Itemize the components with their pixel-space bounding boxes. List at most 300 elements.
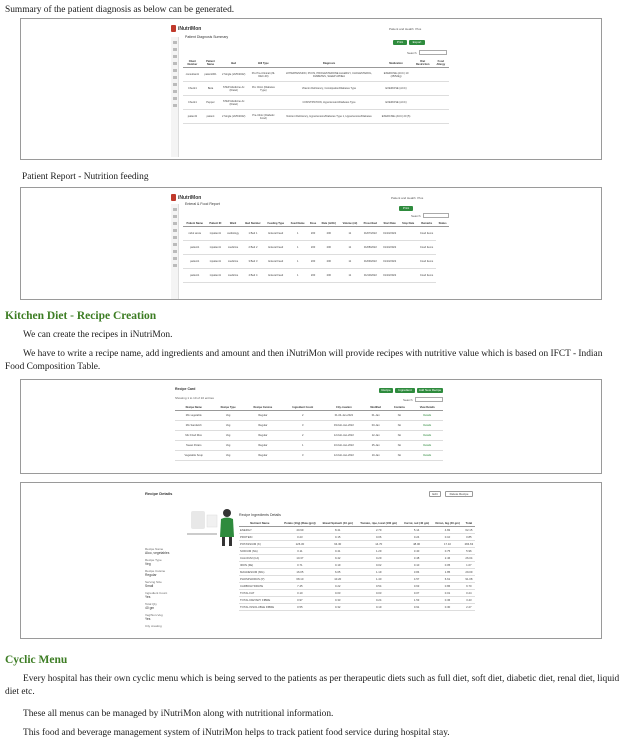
table-cell: 11 [339, 269, 360, 283]
table-cell: 1 [288, 269, 308, 283]
table-cell: 25-Jan [364, 441, 387, 451]
table-cell: EXERCISE (ACC) 20 (5) [379, 110, 412, 124]
table-cell: 200 [318, 241, 339, 255]
table-cell: 10-Jan [364, 451, 387, 461]
table-row [183, 269, 449, 283]
table-cell: TOTAL FAT [239, 590, 281, 597]
table-cell: Veg [212, 451, 243, 461]
field-value: Veg [145, 562, 151, 566]
table-cell: No [387, 441, 411, 451]
table-cell [413, 110, 433, 124]
search-label: Search [411, 214, 421, 218]
table-cell: 01-04-Jan-2022 [324, 411, 364, 421]
table-cell: Pre-Clinic (Diabetic Food) [248, 110, 279, 124]
chef-leg [229, 537, 232, 546]
table-cell: 10.20 [319, 576, 356, 583]
table-cell: No [387, 451, 411, 461]
table-row [239, 534, 475, 541]
cabinet-shape [207, 515, 217, 527]
table-cell: 6.05 [319, 569, 356, 576]
table-cell: 7.45 [281, 583, 319, 590]
table-cell: 3 Bed 3 [242, 255, 264, 269]
recipes-intro-text: We can create the recipes in iNutriMon. [23, 330, 173, 340]
export-button[interactable]: Export [409, 40, 425, 45]
column-header[interactable]: Potato (10g) (Raw (gm)) [281, 520, 319, 527]
table-cell: Pre Pre-Clinical (29-DEC-00) [248, 68, 279, 82]
table-cell[interactable]: Details [411, 451, 443, 461]
table-cell: 4 Bed 4 [242, 269, 264, 283]
table-cell: 0.15 [319, 534, 356, 541]
nutrient-table [239, 520, 475, 611]
table-cell: 16.05 [281, 569, 319, 576]
field-value: 40 gm [145, 606, 155, 610]
table-cell: SODIUM (NA) [239, 548, 281, 555]
recipe-info-panel [145, 547, 225, 631]
table-cell: 01/09/2022 [361, 255, 381, 269]
brand-logo: iNutriMon [171, 25, 201, 32]
table-cell: Food Items [417, 241, 436, 255]
table-cell: 2 [282, 411, 324, 421]
table-cell: EXERCISE (ACC) [379, 96, 412, 110]
column-header[interactable]: Patient Name [183, 221, 206, 227]
table-cell: Veg [212, 421, 243, 431]
field-value: Aloo, vegetables [145, 551, 170, 555]
table-cell [399, 241, 417, 255]
table-cell: rahul arora [183, 227, 206, 241]
table-cell [248, 96, 279, 110]
table-cell: HYPERTENSION, PCOS, PROGESTERONE ALLERGY, CHOLESTEROL, DIABETES, SLEEP APNEA [279, 68, 380, 82]
recipes-description-text: We have to write a recipe name, add ingredients and amount and then iNutriMon will provide recipes with nutritive value which is based on IFCT - Indian Food Composition Table. [5, 349, 603, 372]
table-cell: PROTEIN [239, 534, 281, 541]
table-cell: Mix Sandwich [175, 421, 212, 431]
table-row [183, 68, 449, 82]
chef-leg [222, 537, 225, 546]
table-cell: Pre Clinic (Diabetes Type) [248, 82, 279, 96]
column-header[interactable]: Bread Spinach (10 gm) [319, 520, 356, 527]
table-cell: 48.00 [401, 541, 432, 548]
table-cell: 3.48 [401, 555, 432, 562]
table-cell: 0.10 [281, 590, 319, 597]
table-cell: 200 [308, 269, 319, 283]
table-cell: 8.41 [319, 527, 356, 534]
column-header[interactable]: Onion, big (40 gm) [432, 520, 463, 527]
table-cell: 01/10/2022 [380, 255, 399, 269]
table-cell: 0.23 [281, 534, 319, 541]
table-cell: 1 [288, 255, 308, 269]
table-cell: 5.96 [463, 548, 475, 555]
table-cell: 2 Bed 2 [242, 241, 264, 255]
chef-illustration [187, 503, 243, 547]
recipe-field [145, 558, 225, 566]
table-cell: Food Items [417, 255, 436, 269]
column-header[interactable]: Medication [379, 59, 412, 68]
table-cell: 17.10 [432, 541, 463, 548]
table-cell: 0.55 [281, 604, 319, 611]
table-cell: 126.30 [281, 541, 319, 548]
table-row [175, 451, 443, 461]
table-cell: 2 [282, 431, 324, 441]
column-header[interactable]: Bed [219, 59, 248, 68]
field-value: Yes [145, 617, 151, 621]
column-header[interactable]: Remarks [417, 221, 436, 227]
column-header[interactable]: Diet Restriction [413, 59, 433, 68]
intro-text: Summary of the patient diagnosis as below can be generated. [5, 5, 235, 15]
table-cell: Veg [212, 431, 243, 441]
table-cell: IRON (FE) [239, 562, 281, 569]
table-cell: 0.06 [356, 534, 401, 541]
diagnosis-summary-screenshot [20, 18, 602, 160]
column-header[interactable]: Recipe Type [212, 405, 243, 411]
table-cell: 3.43 [463, 597, 475, 604]
table-cell: 01/08/2022 [361, 241, 381, 255]
table-cell [433, 110, 449, 124]
recipe-field [145, 580, 225, 588]
table-row [239, 569, 475, 576]
table-cell: CONSTIPATION, Hypertension/Diabetes Type [279, 96, 380, 110]
table-cell: Regular [244, 411, 282, 421]
table-cell: 0.03 [319, 590, 356, 597]
table-cell: 2 Single (2/25/2022) [219, 68, 248, 82]
table-cell: Regular [244, 441, 282, 451]
table-cell: ENERGY [239, 527, 281, 534]
table-cell: Food Items [417, 269, 436, 283]
table-cell: 3.40 [401, 548, 432, 555]
menu-management-text: These all menus can be managed by iNutriMon along with nutritional information. [23, 709, 334, 719]
table-cell: 1 [288, 241, 308, 255]
column-header[interactable]: Bill Type [248, 59, 279, 68]
cyclic-menu-description: Every hospital has their own cyclic menu which is being served to the patients as per therapeutic diets such as full diet, soft diet, diabetic diet, renal diet, liquid diet etc. [5, 674, 620, 697]
recipe-field [145, 569, 225, 577]
table-cell: 0.10 [432, 534, 463, 541]
table-cell: 0.19 [356, 604, 401, 611]
table-row [239, 590, 475, 597]
table-cell: medicine [224, 269, 242, 283]
table-cell: 3 [282, 421, 324, 431]
table-cell: 1 [288, 227, 308, 241]
diagnosis-table [183, 59, 449, 124]
table-cell: Nutrient Deficiency, Hypertension/Diabetes Type 1, Hypertension/Diabetes [279, 110, 380, 124]
print-button[interactable]: Print [393, 40, 407, 45]
table-cell: STEP-Medicine Ac (Dietel) [219, 96, 248, 110]
column-header[interactable]: Total [463, 520, 475, 527]
table-cell: 0.91 [401, 604, 432, 611]
table-cell [399, 227, 417, 241]
table-row [175, 441, 443, 451]
sidebar [171, 204, 179, 300]
table-cell: 0.02 [356, 562, 401, 569]
table-row [239, 604, 475, 611]
table-cell: CARBOHYDRATE [239, 583, 281, 590]
column-header[interactable]: Feed Name [288, 221, 308, 227]
table-cell: 3 [282, 451, 324, 461]
report-label: Patient Report - Nutrition feeding [22, 172, 149, 182]
table-cell: 1.19 [356, 569, 401, 576]
column-header[interactable]: Ward [224, 221, 242, 227]
column-header[interactable]: Start Date [380, 221, 399, 227]
table-row [183, 227, 449, 241]
table-row [239, 527, 475, 534]
table-cell: 40.99 [281, 527, 319, 534]
column-header[interactable]: Carrot, red (40 gm) [401, 520, 432, 527]
table-cell [413, 82, 433, 96]
delete-recipe-button[interactable]: Delete Recipe [445, 491, 473, 497]
table-cell: Pepper [202, 96, 219, 110]
table-cell: 62.15 [463, 527, 475, 534]
recipe-details-app [141, 487, 481, 639]
table-cell: Enteral Feed [264, 241, 288, 255]
table-cell: 26.04 [463, 555, 475, 562]
table-cell: 284.63 [464, 542, 474, 546]
recipe-button[interactable]: Recipe [379, 388, 393, 393]
column-header[interactable]: Feeding Type [264, 221, 288, 227]
table-row [239, 555, 475, 562]
table-cell: 9.70 [463, 583, 475, 590]
table-cell: Vitamin Deficiency, Constipation/Diabetes Type [279, 82, 380, 96]
ingredients-panel-title: Recipe Ingredients Details [239, 513, 281, 517]
table-cell: Check1 [183, 82, 202, 96]
column-header[interactable]: Volume (ml) [339, 221, 360, 227]
search-input[interactable] [419, 50, 447, 55]
field-label: Recipe Type [145, 558, 162, 562]
table-cell: 2 Single (2/25/2022) [219, 110, 248, 124]
recipe-table [175, 405, 443, 461]
table-cell: STEP-Medicine Ac (Dietel) [219, 82, 248, 96]
table-cell: 03-Feb-Jan-2022 [324, 421, 364, 431]
recipe-field [145, 602, 225, 610]
table-cell: 9.42 [319, 555, 356, 562]
table-cell: Regular [244, 431, 282, 441]
column-header[interactable]: Modified [364, 405, 387, 411]
table-cell: 03-Jan [364, 421, 387, 431]
table-row [239, 583, 475, 590]
table-cell: inpatient1 [206, 269, 224, 283]
table-cell: 0.36 [432, 597, 463, 604]
table-cell[interactable]: Details [411, 421, 443, 431]
page-title: Recipe Card [175, 387, 196, 391]
field-label: City creating [145, 624, 162, 628]
table-cell: 2.27 [463, 604, 475, 611]
column-header[interactable]: Tomato, ripe, local (100 gm) [356, 520, 401, 527]
table-cell: 0.86 [432, 583, 463, 590]
table-cell: cardiology [224, 227, 242, 241]
sidebar [171, 37, 179, 157]
table-row [183, 241, 449, 255]
recipe-card-screenshot [20, 379, 602, 474]
column-header[interactable]: Stop Date [399, 221, 417, 227]
table-cell: 0.30 [432, 604, 463, 611]
table-cell: 0.10 [401, 562, 432, 569]
print-button[interactable]: Print [399, 206, 413, 211]
search-input[interactable] [415, 397, 443, 402]
table-cell: 4.82 [432, 527, 463, 534]
table-cell: 01-Jan [364, 411, 387, 421]
logo-icon [171, 194, 176, 201]
table-cell: Veg [212, 411, 243, 421]
table-cell: 1 Bed 1 [242, 227, 264, 241]
table-cell: 0.01 [432, 590, 463, 597]
table-cell: 0.97 [281, 597, 319, 604]
nutrition-report-screenshot [20, 187, 602, 300]
table-cell: 2.46 [432, 555, 463, 562]
column-header[interactable]: Dose [308, 221, 319, 227]
table-cell: EXERCISE (ACC) 10 (25/52kg) [379, 68, 412, 82]
column-header[interactable]: Patient Name [202, 59, 219, 68]
column-header[interactable]: Patient ID [206, 221, 224, 227]
table-cell: 29.09 [463, 569, 475, 576]
table-cell: 0.22 [319, 583, 356, 590]
table-cell: patient1 [183, 269, 206, 283]
recipe-field [145, 624, 225, 628]
table-cell: TOTAL DIETARY FIBRE [239, 597, 281, 604]
field-value: Yes [145, 595, 151, 599]
recipe-field [145, 591, 225, 599]
top-right-menu: Patient and Health Plus [389, 27, 422, 31]
table-cell: Vegetable Soup [175, 451, 212, 461]
table-cell: 200 [318, 255, 339, 269]
column-header[interactable]: Client Number [183, 59, 202, 68]
table-cell: 0.24 [463, 590, 475, 597]
field-label: Serving Size [145, 580, 162, 584]
edit-button[interactable]: Edit [429, 491, 441, 497]
field-value: Small [145, 584, 154, 588]
table-cell[interactable]: Details [411, 431, 443, 441]
column-header[interactable]: View Details [411, 405, 443, 411]
column-header[interactable]: Contains [387, 405, 411, 411]
table-cell: Enteral Feed [264, 269, 288, 283]
table-cell: medicine [224, 241, 242, 255]
column-header[interactable]: Recipe Name [175, 405, 212, 411]
table-cell: Veg [212, 441, 243, 451]
table-cell: Regular [244, 451, 282, 461]
table-row [239, 576, 475, 583]
column-header[interactable]: Ingredient Count [282, 405, 324, 411]
table-cell: 0.29 [356, 555, 401, 562]
table-cell: medicine [224, 255, 242, 269]
field-label: Total Qty [145, 602, 157, 606]
fridge-shape [191, 511, 205, 529]
table-cell: 0.24 [401, 534, 432, 541]
table-cell: No [387, 411, 411, 421]
table-cell [399, 255, 417, 269]
column-header[interactable]: Recipe Cuisine [244, 405, 282, 411]
add-new-recipe-button[interactable]: Add New Recipe [418, 388, 442, 392]
table-cell: 1 [282, 441, 324, 451]
column-header[interactable]: Food Allergy [433, 59, 449, 68]
column-header[interactable]: City creation [324, 405, 364, 411]
field-value: Regular [145, 573, 157, 577]
table-cell: Check1 [183, 96, 202, 110]
table-cell: 0.63 [401, 583, 432, 590]
table-cell [433, 68, 449, 82]
chef-body [220, 518, 234, 538]
feeding-report-table [183, 221, 449, 283]
table-cell [433, 82, 449, 96]
table-cell: No [387, 431, 411, 441]
table-row [183, 255, 449, 269]
recipe-field [145, 613, 225, 621]
table-cell: Enteral Feed [264, 255, 288, 269]
table-cell: 1.85 [432, 569, 463, 576]
table-cell: Sweet Potato [175, 441, 212, 451]
counter-shape [187, 533, 217, 535]
table-cell: 11 [339, 241, 360, 255]
table-cell: 5.14 [401, 527, 432, 534]
table-cell: 12-Feb-Jan-2022 [324, 451, 364, 461]
table-cell: 0.33 [319, 597, 356, 604]
search-label: Search [403, 398, 413, 402]
brand-logo: iNutriMon [171, 194, 201, 201]
table-row [175, 421, 443, 431]
table-cell: 01/10/2022 [380, 241, 399, 255]
table-cell: 2.79 [356, 527, 401, 534]
recipe-field [145, 547, 225, 555]
field-label: Recipe Cuisine [145, 569, 166, 573]
table-cell: inpatient1 [206, 227, 224, 241]
table-cell: consultant1 [183, 68, 202, 82]
column-header[interactable]: Prescribed [361, 221, 381, 227]
table-cell: 4.57 [401, 576, 432, 583]
table-cell: 0.71 [281, 562, 319, 569]
table-cell: 0.07 [401, 590, 432, 597]
table-cell: 0.32 [319, 604, 356, 611]
diagnosis-app [171, 23, 451, 157]
table-cell: 0.75 [432, 548, 463, 555]
table-row [183, 96, 449, 110]
table-row [239, 548, 475, 555]
top-right-menu: Patient and Health Plus [391, 196, 424, 200]
table-cell[interactable]: Details [411, 411, 443, 421]
column-header[interactable]: Nutrient Name [239, 520, 281, 527]
table-cell[interactable]: Details [411, 441, 443, 451]
table-row [175, 411, 443, 421]
field-label: Ingredient Count [145, 591, 168, 595]
table-cell: 0.03 [356, 590, 401, 597]
table-cell: 0.19 [319, 562, 356, 569]
table-cell: 1.29 [356, 548, 401, 555]
table-cell: TOTAL INSOLUBLE FIBRE [239, 604, 281, 611]
search-input[interactable] [423, 213, 449, 218]
table-cell: 6.61 [432, 576, 463, 583]
table-cell: POTASSIUM (K) [239, 541, 281, 548]
table-cell: 200 [318, 227, 339, 241]
recipe-details-screenshot [20, 482, 602, 639]
cyclic-menu-heading: Cyclic Menu [5, 654, 68, 666]
recipe-card-app [171, 385, 451, 473]
table-cell: EXERCISE (ACC) [379, 82, 412, 96]
table-row [239, 562, 475, 569]
table-cell: PHOSPHORUS (P) [239, 576, 281, 583]
table-cell: 200 [318, 269, 339, 283]
ingredient-button[interactable]: Ingredient [395, 388, 415, 393]
table-cell: 10.37 [281, 555, 319, 562]
table-cell [399, 269, 417, 283]
table-cell: Enteral Feed [264, 227, 288, 241]
table-cell: Beta [202, 82, 219, 96]
table-cell: 14.70 [356, 541, 401, 548]
table-cell: 3.84 [401, 569, 432, 576]
table-cell: MAGNESIUM (MG) [239, 569, 281, 576]
table-cell: 1.07 [463, 562, 475, 569]
column-header[interactable]: Rate (ml/hr) [318, 221, 339, 227]
column-header[interactable]: Bed Number [242, 221, 264, 227]
table-cell [433, 96, 449, 110]
column-header[interactable]: Status [436, 221, 449, 227]
table-cell: 0.41 [319, 548, 356, 555]
table-cell: patient001 [202, 68, 219, 82]
table-cell: 12-Feb-Jan-2022 [324, 431, 364, 441]
column-header[interactable]: Diagnosis [279, 59, 380, 68]
page-title: Enteral & Food Report [185, 202, 220, 206]
